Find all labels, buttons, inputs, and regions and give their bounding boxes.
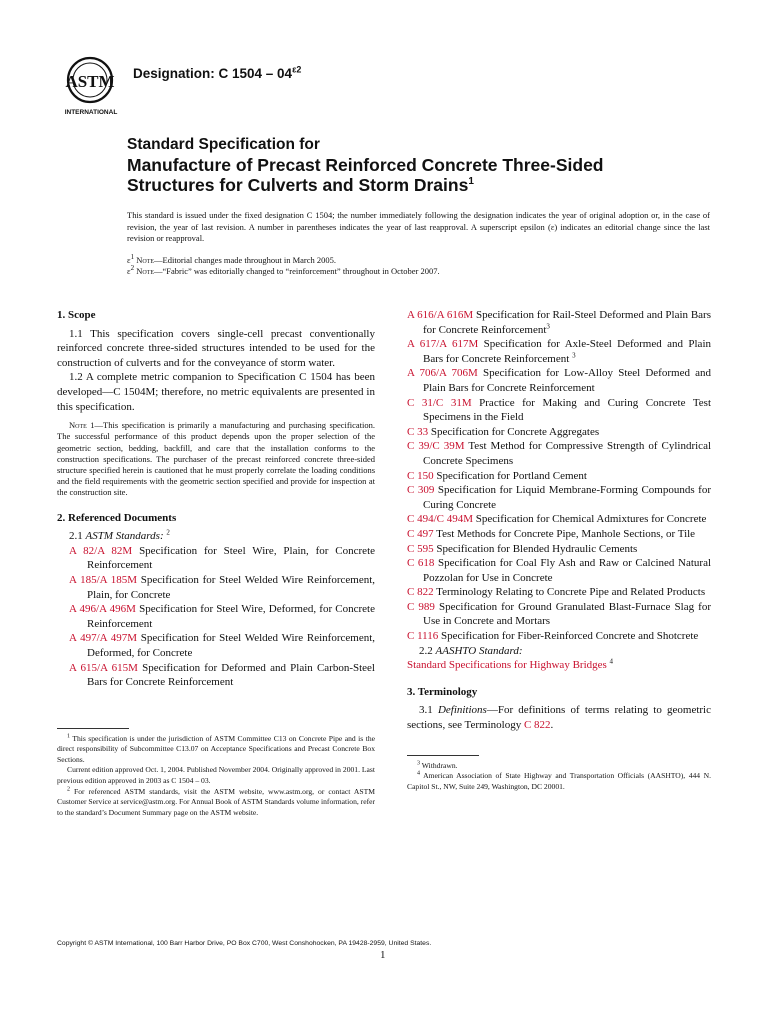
reference-link[interactable]: C 309	[407, 484, 435, 497]
issuance-statement: This standard is issued under the fixed designation C 1504; the number immediately following the designation indicates the year of original adoption or, in the case of revision, the year of last revision. A number in parentheses indicates the year of last reapproval. A superscript epsilon (ε) indicates an editorial change since the last revision or reapproval.	[127, 210, 710, 244]
reference-link[interactable]: C 31/C 31M	[407, 396, 472, 409]
title-line-2: Manufacture of Precast Reinforced Concrete Three-Sided	[127, 155, 604, 175]
reference-link[interactable]: C 618	[407, 557, 435, 570]
reference-item: C 822 Terminology Relating to Concrete Pipe and Related Products	[407, 586, 706, 599]
reference-link[interactable]: A 615/A 615M	[69, 661, 138, 674]
reference-link[interactable]: C 33	[407, 425, 429, 438]
reference-item: C 497 Test Methods for Concrete Pipe, Manhole Sections, or Tile	[407, 527, 696, 540]
reference-link[interactable]: C 497	[407, 527, 434, 540]
title-line-1: Standard Specification for	[127, 136, 320, 153]
copyright-notice: Copyright © ASTM International, 100 Barr Harbor Drive, PO Box C700, West Conshohocken, PA 19428-2959, United States.	[57, 940, 432, 947]
reference-item: A 706/A 706M Specification for Low-Alloy Steel Deformed and Plain Bars for Concrete Reinforcement	[407, 367, 711, 394]
document-title	[127, 135, 687, 195]
reference-link[interactable]: C 150	[407, 469, 434, 482]
reference-link[interactable]: A 617/A 617M	[407, 338, 479, 351]
reference-item: A 617/A 617M Specification for Axle-Steel Deformed and Plain Bars for Concrete Reinforcement $^3$	[407, 338, 711, 365]
section-heading-referenced-documents: 2. Referenced Documents	[57, 511, 177, 524]
subsection-aashto-standard: 2.2 AASHTO Standard:	[419, 644, 523, 657]
reference-item: A 496/A 496M Specification for Steel Wire, Deformed, for Concrete Reinforcement	[69, 603, 375, 630]
logo-subtext: INTERNATIONAL	[64, 109, 118, 116]
editorial-note: $\varepsilon^1$ Note—Editorial changes made throughout in March 2005.	[127, 253, 337, 265]
footnote-edition: Current edition approved Oct. 1, 2004. Published November 2004. Originally approved in 2001. Last previous edition approved in 2003 as C 1504 – 03.	[57, 765, 375, 786]
title-line-3: Structures for Culverts and Storm Drains$^1$	[127, 175, 474, 195]
reference-item: C 595 Specification for Blended Hydraulic Cements	[407, 542, 638, 555]
reference-link[interactable]: C 1116	[407, 630, 439, 643]
paragraph-3-1: 3.1 Definitions—For definitions of terms relating to geometric sections, see Terminology C 822.	[407, 704, 711, 732]
page-number: 1	[380, 949, 386, 961]
reference-item: A 185/A 185M Specification for Steel Welded Wire Reinforcement, Plain, for Concrete	[69, 573, 376, 601]
reference-link[interactable]: C 822	[523, 719, 551, 732]
reference-link[interactable]: C 989	[407, 600, 435, 613]
reference-item: C 39/C 39M Test Method for Compressive Strength of Cylindrical Concrete Specimens	[407, 440, 712, 467]
designation: Designation: C $1504 - 04^{\varepsilon 2}$	[133, 64, 302, 81]
subsection-astm-standards: 2.1 ASTM Standards: $^2$	[69, 528, 170, 543]
reference-link[interactable]: C 494/C 494M	[407, 513, 474, 526]
footnote-1: $^1$ This specification is under the jurisdiction of ASTM Committee C13 on Concrete Pipe and is the direct responsibility of Subcommittee C13.07 on Acceptance Specifications and Precast Concrete Box Sections.	[57, 733, 375, 764]
reference-item: C 989 Specification for Ground Granulated Blast-Furnace Slag for Use in Concrete and Mortars	[407, 600, 711, 628]
left-column	[57, 308, 375, 818]
reference-link[interactable]: C 595	[407, 542, 434, 555]
astm-logo	[60, 52, 124, 120]
reference-link[interactable]: Standard Specifications for Highway Bridges	[407, 659, 607, 672]
reference-link[interactable]: A 497/A 497M	[69, 632, 138, 645]
reference-item: C 31/C 31M Practice for Making and Curing Concrete Test Specimens in the Field	[407, 396, 711, 424]
reference-item: C 309 Specification for Liquid Membrane-Forming Compounds for Curing Concrete	[407, 484, 711, 511]
section-heading-scope: 1. Scope	[57, 309, 96, 321]
editorial-note: $\varepsilon^2$ Note—“Fabric” was editorially changed to “reinforcement” throughout in October 2007.	[127, 264, 440, 276]
reference-item: C 33 Specification for Concrete Aggregates	[407, 425, 600, 438]
aashto-reference: Standard Specifications for Highway Bridges $^4$	[407, 657, 614, 672]
footnote-divider	[57, 728, 129, 729]
reference-link[interactable]: A 185/A 185M	[69, 573, 138, 586]
reference-item: A 615/A 615M Specification for Deformed and Plain Carbon-Steel Bars for Concrete Reinforcement	[69, 661, 375, 689]
reference-link[interactable]: A 616/A 616M	[407, 309, 474, 321]
reference-item: A 616/A 616M Specification for Rail-Steel Deformed and Plain Bars for Concrete Reinforcement$^3$	[407, 309, 711, 336]
reference-link[interactable]: A 706/A 706M	[407, 367, 478, 380]
footnote-3: $^3$ Withdrawn.	[417, 760, 458, 770]
reference-link[interactable]: C 39/C 39M	[407, 440, 465, 453]
footnote-divider	[407, 755, 479, 756]
reference-link[interactable]: A 82/A 82M	[69, 544, 133, 557]
reference-link[interactable]: A 496/A 496M	[69, 603, 136, 616]
reference-item: C 150 Specification for Portland Cement	[407, 469, 587, 482]
reference-item: A 82/A 82M Specification for Steel Wire, Plain, for Concrete Reinforcement	[69, 544, 376, 572]
reference-item: A 497/A 497M Specification for Steel Welded Wire Reinforcement, Deformed, for Concrete	[69, 632, 376, 659]
paragraph-1-2: 1.2 A complete metric companion to Specification C 1504 has been developed—C 1504M; therefore, no metric equivalents are presented in this specification.	[57, 371, 375, 413]
right-column	[407, 308, 711, 792]
note-1: Note 1—This specification is primarily a manufacturing and purchasing specification. The successful performance of this product depends upon the proper selection of the geometric section, bedding, backfill, and care that the installation conforms to the construction specifications. The purchaser of the precast reinforced concrete three-sided structure specified herein is cautioned that he must properly correlate the loading conditions and the field requirements with the geometric section specified and provide for inspection at the construction site.	[57, 420, 375, 498]
reference-link[interactable]: C 822	[407, 586, 434, 599]
footnote-4: $^4$ American Association of State Highway and Transportation Officials (AASHTO), 444 N. Capitol St., NW, Suite 249, Washington, DC 20001.	[407, 770, 711, 791]
paragraph-1-1: 1.1 This specification covers single-cell precast conventionally reinforced concrete three-sided structures intended to be used for the construction of culverts and for the conveyance of storm water.	[57, 327, 375, 369]
logo-lettering: ASTM	[65, 72, 115, 91]
reference-item: C 618 Specification for Coal Fly Ash and Raw or Calcined Natural Pozzolan for Use in Concrete	[407, 557, 712, 584]
section-heading-terminology: 3. Terminology	[407, 685, 478, 698]
reference-item: C 1116 Specification for Fiber-Reinforced Concrete and Shotcrete	[407, 630, 699, 643]
footnote-2: $^2$ For referenced ASTM standards, visit the ASTM website, www.astm.org, or contact ASTM Customer Service at service@astm.org. For Annual Book of ASTM Standards volume information, refer to the standard’s Document Summary page on the ASTM website.	[57, 786, 375, 817]
reference-item: C 494/C 494M Specification for Chemical Admixtures for Concrete	[407, 513, 707, 526]
